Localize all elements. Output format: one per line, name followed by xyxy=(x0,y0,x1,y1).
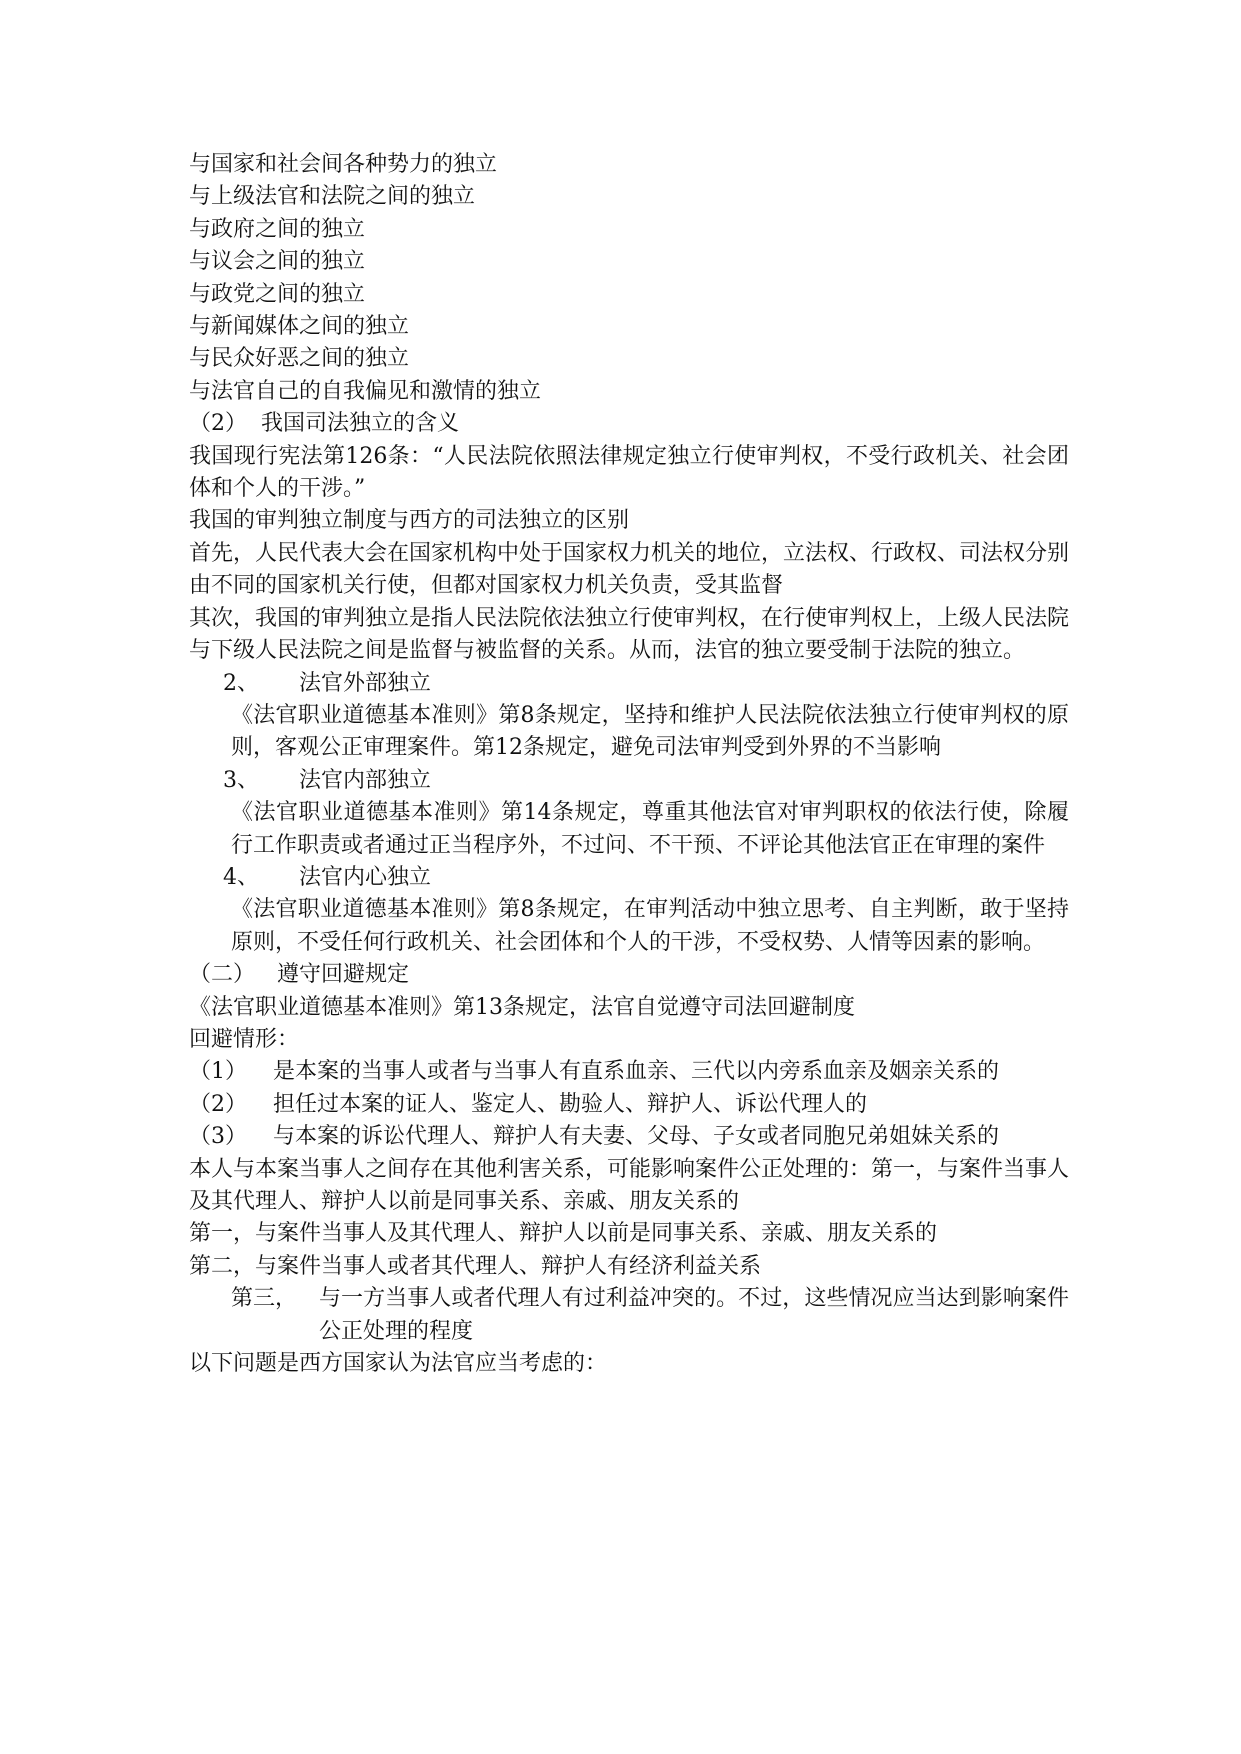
case-number: （2） xyxy=(189,1091,247,1117)
text-line-first: 第一，与案件当事人及其代理人、辩护人以前是同事关系、亲戚、朋友关系的 xyxy=(189,1221,938,1247)
text-line: 与上级法官和法院之间的独立 xyxy=(189,184,476,210)
text-line-second: 第二，与案件当事人或者其代理人、辩护人有经济利益关系 xyxy=(189,1253,762,1279)
section-heading-b xyxy=(189,959,1069,991)
case-text: 是本案的当事人或者与当事人有直系血亲、三代以内旁系血亲及姻亲关系的 xyxy=(273,1059,1000,1085)
text-line: 与政府之间的独立 xyxy=(189,216,366,242)
document-page xyxy=(189,149,1069,1380)
text-line-rule13: 《法官职业道德基本准则》第13条规定，法官自觉遵守司法回避制度 xyxy=(189,994,855,1020)
section-heading-2 xyxy=(189,408,1069,440)
list-item xyxy=(189,668,1069,765)
item-number: 2、 xyxy=(223,670,259,696)
case-item xyxy=(189,1089,1069,1121)
case-text: 担任过本案的证人、鉴定人、勘验人、辩护人、诉讼代理人的 xyxy=(273,1091,868,1117)
list-item xyxy=(189,765,1069,862)
section-number: （2） xyxy=(189,411,247,437)
text-line: 与新闻媒体之间的独立 xyxy=(189,314,410,340)
case-text: 与本案的诉讼代理人、辩护人有夫妻、父母、子女或者同胞兄弟姐妹关系的 xyxy=(273,1124,1000,1150)
paragraph-first: 首先，人民代表大会在国家机构中处于国家权力机关的地位，立法权、行政权、司法权分别由不同的国家机关行使，但都对国家权力机关负责，受其监督 xyxy=(189,540,1070,599)
item-body: 《法官职业道德基本准则》第14条规定，尊重其他法官对审判职权的依法行使，除履行工作职责或者通过正当程序外，不过问、不干预、不评论其他法官正在审理的案件 xyxy=(231,800,1069,858)
item-body: 《法官职业道德基本准则》第8条规定，坚持和维护人民法院依法独立行使审判权的原则，客观公正审理案件。第12条规定，避免司法审判受到外界的不当影响 xyxy=(231,702,1069,761)
item-title: 法官内部独立 xyxy=(299,767,432,793)
paragraph-second: 其次，我国的审判独立是指人民法院依法独立行使审判权，在行使审判权上，上级人民法院与下级人民法院之间是监督与被监督的关系。从而，法官的独立要受制于法院的独立。 xyxy=(189,605,1070,664)
paragraph-constitution: 我国现行宪法第126条：“人民法院依照法律规定独立行使审判权，不受行政机关、社会团体和个人的干涉。” xyxy=(189,443,1069,502)
text-line: 与议会之间的独立 xyxy=(189,249,366,275)
list-item xyxy=(189,862,1069,959)
case-item xyxy=(189,1056,1069,1088)
section-number: （二） xyxy=(189,962,256,988)
third-item xyxy=(189,1283,1069,1348)
text-line-circumstances: 回避情形： xyxy=(189,1026,300,1052)
case-number: （3） xyxy=(189,1124,247,1150)
paragraph-interest: 本人与本案当事人之间存在其他利害关系，可能影响案件公正处理的：第一，与案件当事人及其代理人、辩护人以前是同事关系、亲戚、朋友关系的 xyxy=(189,1156,1070,1214)
section-title: 我国司法独立的含义 xyxy=(261,411,460,437)
case-number: （1） xyxy=(189,1059,247,1085)
text-line-difference: 我国的审判独立制度与西方的司法独立的区别 xyxy=(189,508,630,534)
section-title: 遵守回避规定 xyxy=(277,962,410,988)
item-number: 4、 xyxy=(223,864,259,890)
text-line-last: 以下问题是西方国家认为法官应当考虑的： xyxy=(189,1351,608,1377)
third-text: 与一方当事人或者代理人有过利益冲突的。不过，这些情况应当达到影响案件公正处理的程度 xyxy=(319,1286,1069,1344)
item-title: 法官外部独立 xyxy=(299,670,432,696)
item-number: 3、 xyxy=(223,767,259,793)
text-line: 与民众好恶之间的独立 xyxy=(189,346,410,372)
text-line: 与国家和社会间各种势力的独立 xyxy=(189,152,498,177)
third-label: 第三， xyxy=(231,1286,298,1312)
text-line: 与法官自己的自我偏见和激情的独立 xyxy=(189,378,542,404)
item-body: 《法官职业道德基本准则》第8条规定，在审判活动中独立思考、自主判断，敢于坚持原则，不受任何行政机关、社会团体和个人的干涉，不受权势、人情等因素的影响。 xyxy=(231,897,1069,955)
case-item xyxy=(189,1121,1069,1153)
text-line: 与政党之间的独立 xyxy=(189,281,366,307)
item-title: 法官内心独立 xyxy=(299,864,432,890)
